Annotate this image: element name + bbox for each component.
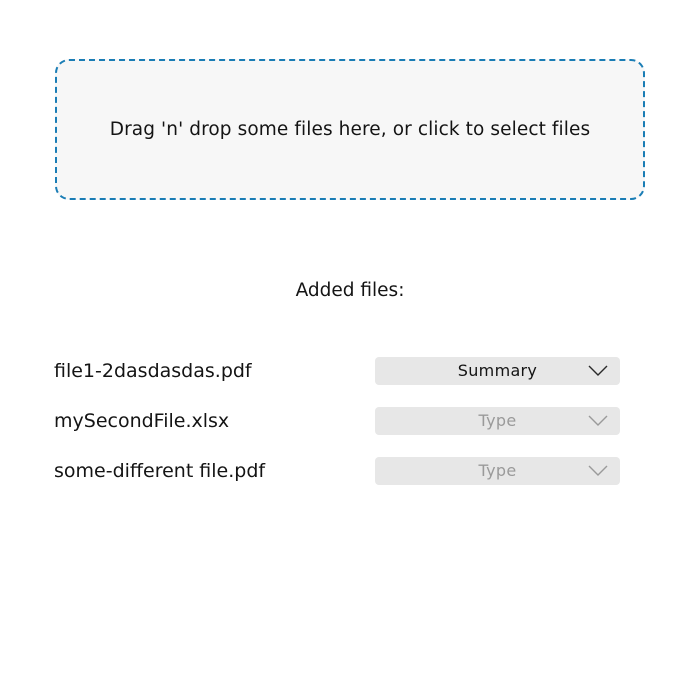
file-row [0, 407, 700, 435]
chevron-down-icon [588, 415, 608, 427]
file-name: file1-2dasdasdas.pdf [54, 360, 252, 382]
file-type-placeholder: Type [478, 461, 517, 480]
added-files-heading: Added files: [295, 280, 405, 301]
file-type-placeholder: Type [478, 411, 517, 430]
chevron-down-icon [588, 465, 608, 477]
file-type-select[interactable] [375, 407, 620, 435]
file-type-value: Summary [457, 361, 538, 380]
dropzone-prompt: Drag 'n' drop some files here, or click to select files [109, 119, 591, 140]
file-row [0, 357, 700, 385]
file-name: mySecondFile.xlsx [54, 410, 230, 432]
file-type-select[interactable] [375, 457, 620, 485]
file-name: some-different file.pdf [54, 460, 266, 482]
file-row [0, 457, 700, 485]
chevron-down-icon [588, 365, 608, 377]
file-type-select[interactable] [375, 357, 620, 385]
file-dropzone[interactable] [55, 59, 645, 200]
